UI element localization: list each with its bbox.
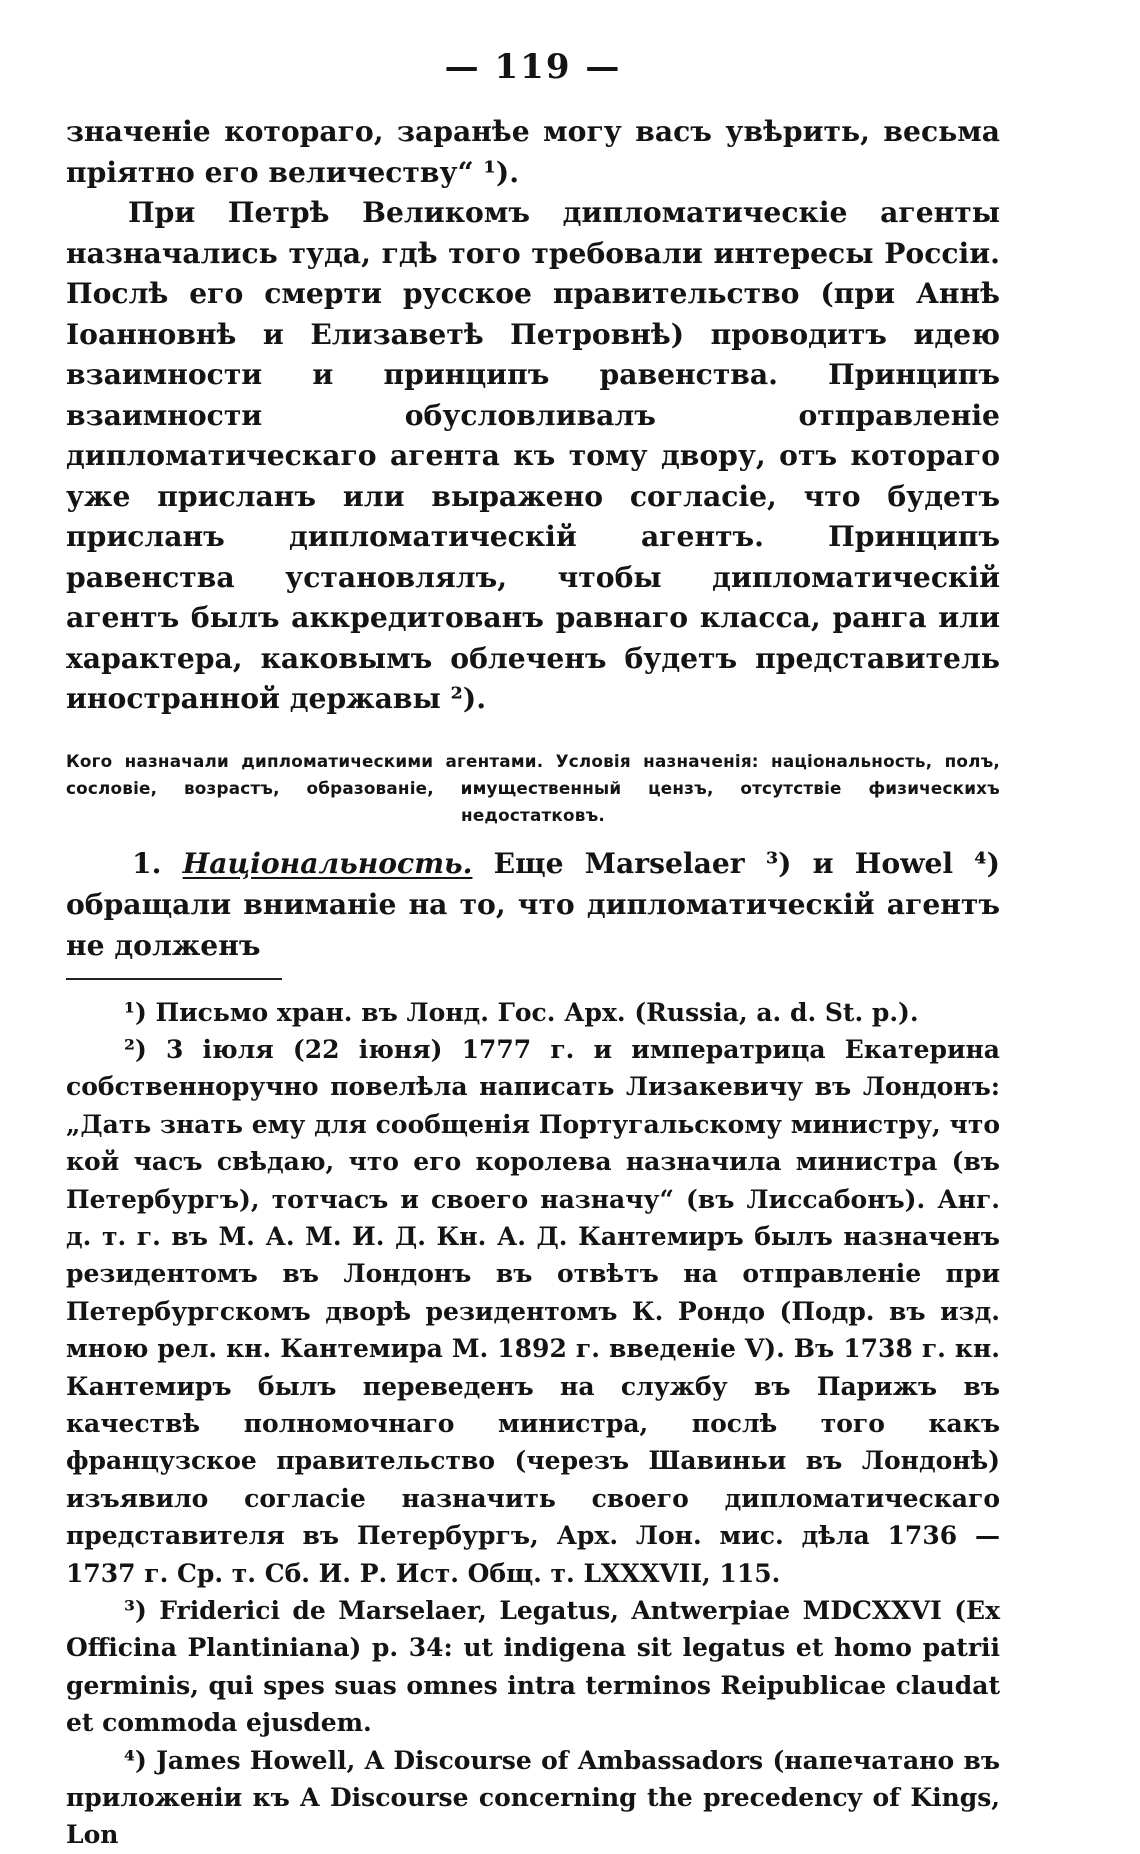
main-text [66,112,1000,720]
section-number: 1. [132,846,162,880]
section-text: Еще Marselaer ³) и Howel ⁴) обращали вниманіе на то, что дипломатическій агентъ не долженъ [66,846,1000,962]
chapter-summary: Кого назначали дипломатическими агентами. Условія назначенія: національность, полъ, сословіе, возрастъ, образованіе, имущественный цензъ, отсутствіе физическихъ недостатковъ. [66,750,1000,825]
paragraph-principles: При Петрѣ Великомъ дипломатическіе агенты назначались туда, гдѣ того требовали интересы Россіи. Послѣ его смерти русское правительство (при Аннѣ Іоанновнѣ и Елизаветѣ Петровнѣ) проводитъ идею взаимности и принципъ равенства. Принципъ взаимности обусловливалъ отправленіе дипломатическаго агента къ тому двору, отъ котораго уже присланъ или выражено согласіе, что будетъ присланъ дипломатическій агентъ. Принципъ равенства установлялъ, чтобы дипломатическій агентъ былъ аккредитованъ равнаго класса, ранга или характера, каковымъ облеченъ будетъ представитель иностранной державы ²). [66,196,1000,715]
paragraph-continuation: значеніе котораго, заранѣе могу васъ увѣрить, весьма пріятно его величеству“ ¹). [66,115,1000,189]
footnote-3: ³) Friderici de Marselaer, Legatus, Antwerpiae MDCXXVI (Ex Officina Plantiniana) p. 34: ut indigena sit legatus et homo patrii germinis, qui spes suas omnes intra terminos Reipublicae claudat et commoda ejusdem. [66,1596,1000,1738]
footnote-divider [66,978,282,980]
footnotes [66,994,1000,1854]
footnote-1: ¹) Письмо хран. въ Лонд. Гос. Арх. (Russia, a. d. St. p.). [124,997,919,1027]
section-nationality [66,843,1000,966]
footnote-2: ²) 3 іюля (22 іюня) 1777 г. и императрица Екатерина собственноручно повелѣла написать Лизакевичу въ Лондонъ: „Дать знать ему для сообщенія Португальскому министру, что кой часъ свѣдаю, что его королева назначила министра (въ Петербургъ), тотчасъ и своего назначу“ (въ Лиссабонъ). Анг. д. т. г. въ М. А. М. И. Д. Кн. А. Д. Кантемиръ былъ назначенъ резидентомъ въ Лондонъ въ отвѣтъ на отправленіе при Петербургскомъ дворѣ резидентомъ К. Рондо (Подр. въ изд. мною рел. кн. Кантемира М. 1892 г. введеніе V). Въ 1738 г. кн. Кантемиръ былъ переведенъ на службу въ Парижъ въ качествѣ полномочнаго министра, послѣ того какъ французское правительство (черезъ Шавиньи въ Лондонѣ) изъявило согласіе назначить своего дипломатическаго представителя въ Петербургъ, Арх. Лон. мис. дѣла 1736 — 1737 г. Ср. т. Сб. И. Р. Ист. Общ. т. LXXXVII, 115. [66,1034,1000,1588]
footnote-4: ⁴) James Howell, A Discourse of Ambassadors (напечатано въ приложеніи къ A Discourse concerning the precedency of Kings, Lon [66,1745,1000,1850]
section-heading: Національность. [182,846,473,880]
page-number: — 119 — [444,47,622,87]
